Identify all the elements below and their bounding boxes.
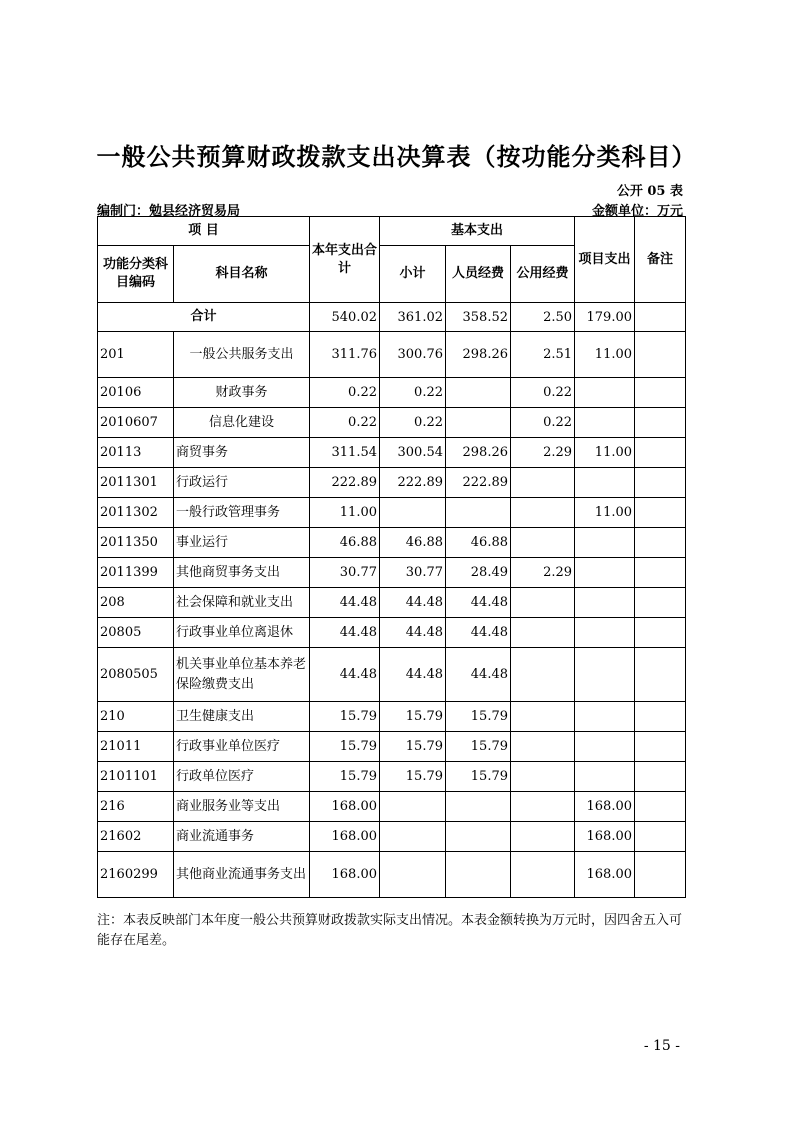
table-row [98,332,686,378]
header-name: 科目名称 [174,246,310,303]
row-subtotal [380,822,446,852]
row-name: 行政事业单位离退休 [174,618,310,648]
table-row [98,648,686,702]
table-row [98,438,686,468]
row-subtotal: 222.89 [380,468,446,498]
row-public [511,852,575,898]
row-remark [635,408,686,438]
row-project [575,528,635,558]
row-public [511,762,575,792]
row-name: 一般行政管理事务 [174,498,310,528]
header-basic: 基本支出 [380,217,575,246]
table-row [98,852,686,898]
row-project [575,732,635,762]
row-personnel: 15.79 [446,762,511,792]
row-project: 168.00 [575,852,635,898]
header-public: 公用经费 [511,246,575,303]
row-personnel: 44.48 [446,588,511,618]
header-code: 功能分类科目编码 [98,246,174,303]
row-project [575,468,635,498]
total-remark [635,303,686,332]
row-year-total: 311.54 [310,438,380,468]
row-name: 行政单位医疗 [174,762,310,792]
form-number: 公开 05 表 [616,184,683,199]
row-personnel [446,792,511,822]
row-code: 21602 [98,822,174,852]
row-subtotal: 0.22 [380,378,446,408]
row-remark [635,762,686,792]
row-public: 2.29 [511,558,575,588]
row-personnel: 44.48 [446,648,511,702]
row-name: 其他商贸事务支出 [174,558,310,588]
row-code: 208 [98,588,174,618]
row-name: 机关事业单位基本养老保险缴费支出 [174,648,310,702]
row-personnel [446,408,511,438]
table-meta [97,200,683,219]
row-name: 社会保障和就业支出 [174,588,310,618]
table-row [98,792,686,822]
row-project: 11.00 [575,332,635,378]
header-year-total: 本年支出合计 [310,217,380,303]
table-row [98,528,686,558]
row-personnel [446,852,511,898]
row-year-total: 222.89 [310,468,380,498]
row-subtotal: 300.54 [380,438,446,468]
row-remark [635,332,686,378]
page-number: - 15 - [643,1038,680,1054]
row-public [511,498,575,528]
row-project [575,762,635,792]
row-code: 20106 [98,378,174,408]
row-public [511,588,575,618]
row-name: 行政运行 [174,468,310,498]
row-year-total: 168.00 [310,792,380,822]
row-year-total: 44.48 [310,648,380,702]
row-code: 2101101 [98,762,174,792]
row-name: 行政事业单位医疗 [174,732,310,762]
table-row [98,468,686,498]
total-subtotal: 361.02 [380,303,446,332]
row-code: 2011302 [98,498,174,528]
row-year-total: 46.88 [310,528,380,558]
row-personnel [446,378,511,408]
budget-table [97,216,686,898]
row-year-total: 0.22 [310,408,380,438]
row-personnel: 28.49 [446,558,511,588]
row-name: 其他商业流通事务支出 [174,852,310,898]
header-subtotal: 小计 [380,246,446,303]
row-subtotal: 30.77 [380,558,446,588]
row-subtotal: 0.22 [380,408,446,438]
row-public [511,468,575,498]
row-year-total: 0.22 [310,378,380,408]
table-header [98,217,686,303]
row-year-total: 15.79 [310,762,380,792]
row-remark [635,852,686,898]
row-remark [635,498,686,528]
footnote: 注：本表反映部门本年度一般公共预算财政拨款实际支出情况。本表金额转换为万元时，因四舍五入可能存在尾差。 [97,913,683,948]
row-public: 0.22 [511,378,575,408]
table-row [98,732,686,762]
row-subtotal [380,498,446,528]
page-title: 一般公共预算财政拨款支出决算表（按功能分类科目） [96,143,697,171]
row-name: 商业流通事务 [174,822,310,852]
row-project: 11.00 [575,438,635,468]
row-public: 2.29 [511,438,575,468]
row-subtotal: 44.48 [380,648,446,702]
unit-label: 金额单位：万元 [591,204,683,219]
row-subtotal: 44.48 [380,588,446,618]
table-row [98,588,686,618]
header-project: 项目支出 [575,217,635,303]
row-remark [635,732,686,762]
row-subtotal: 300.76 [380,332,446,378]
row-personnel: 298.26 [446,438,511,468]
row-personnel [446,822,511,852]
row-personnel: 46.88 [446,528,511,558]
row-year-total: 11.00 [310,498,380,528]
row-year-total: 168.00 [310,852,380,898]
header-personnel: 人员经费 [446,246,511,303]
row-year-total: 30.77 [310,558,380,588]
row-remark [635,822,686,852]
table-row [98,702,686,732]
row-remark [635,792,686,822]
row-project [575,408,635,438]
row-year-total: 44.48 [310,588,380,618]
row-personnel: 44.48 [446,618,511,648]
row-code: 2011301 [98,468,174,498]
row-code: 210 [98,702,174,732]
header-item: 项 目 [98,217,310,246]
row-subtotal: 15.79 [380,702,446,732]
row-code: 2011399 [98,558,174,588]
table-row [98,498,686,528]
row-name: 财政事务 [174,378,310,408]
row-remark [635,618,686,648]
row-code: 201 [98,332,174,378]
row-year-total: 15.79 [310,732,380,762]
row-code: 20805 [98,618,174,648]
table-row [98,408,686,438]
row-year-total: 168.00 [310,822,380,852]
row-public [511,822,575,852]
total-personnel: 358.52 [446,303,511,332]
total-project: 179.00 [575,303,635,332]
row-subtotal: 15.79 [380,732,446,762]
row-remark [635,438,686,468]
total-public: 2.50 [511,303,575,332]
row-year-total: 311.76 [310,332,380,378]
row-personnel: 298.26 [446,332,511,378]
row-personnel [446,498,511,528]
row-project [575,588,635,618]
row-project [575,648,635,702]
row-year-total: 44.48 [310,618,380,648]
row-year-total: 15.79 [310,702,380,732]
row-code: 2010607 [98,408,174,438]
row-project [575,378,635,408]
table-row [98,762,686,792]
row-code: 20113 [98,438,174,468]
row-name: 商业服务业等支出 [174,792,310,822]
row-public: 2.51 [511,332,575,378]
table-row [98,378,686,408]
row-name: 事业运行 [174,528,310,558]
row-public [511,528,575,558]
row-project: 11.00 [575,498,635,528]
row-project [575,558,635,588]
row-personnel: 15.79 [446,732,511,762]
row-subtotal: 44.48 [380,618,446,648]
row-subtotal: 15.79 [380,762,446,792]
row-name: 商贸事务 [174,438,310,468]
row-subtotal [380,792,446,822]
row-code: 2080505 [98,648,174,702]
row-public [511,618,575,648]
row-personnel: 222.89 [446,468,511,498]
row-code: 21011 [98,732,174,762]
row-code: 216 [98,792,174,822]
row-name: 信息化建设 [174,408,310,438]
table-row [98,822,686,852]
row-project [575,702,635,732]
row-code: 2011350 [98,528,174,558]
row-remark [635,588,686,618]
row-remark [635,378,686,408]
row-code: 2160299 [98,852,174,898]
row-project: 168.00 [575,792,635,822]
table-body [98,303,686,898]
row-remark [635,648,686,702]
row-personnel: 15.79 [446,702,511,732]
total-label: 合计 [98,303,310,332]
row-remark [635,528,686,558]
total-year-total: 540.02 [310,303,380,332]
row-name: 一般公共服务支出 [174,332,310,378]
compiler-label: 编制门：勉县经济贸易局 [97,204,241,219]
row-remark [635,468,686,498]
row-public [511,648,575,702]
row-project [575,618,635,648]
row-subtotal [380,852,446,898]
total-row [98,303,686,332]
row-public [511,732,575,762]
row-public [511,702,575,732]
row-name: 卫生健康支出 [174,702,310,732]
row-project: 168.00 [575,822,635,852]
table-row [98,618,686,648]
header-remark: 备注 [635,217,686,303]
row-public [511,792,575,822]
row-public: 0.22 [511,408,575,438]
row-remark [635,558,686,588]
table-row [98,558,686,588]
row-subtotal: 46.88 [380,528,446,558]
row-remark [635,702,686,732]
